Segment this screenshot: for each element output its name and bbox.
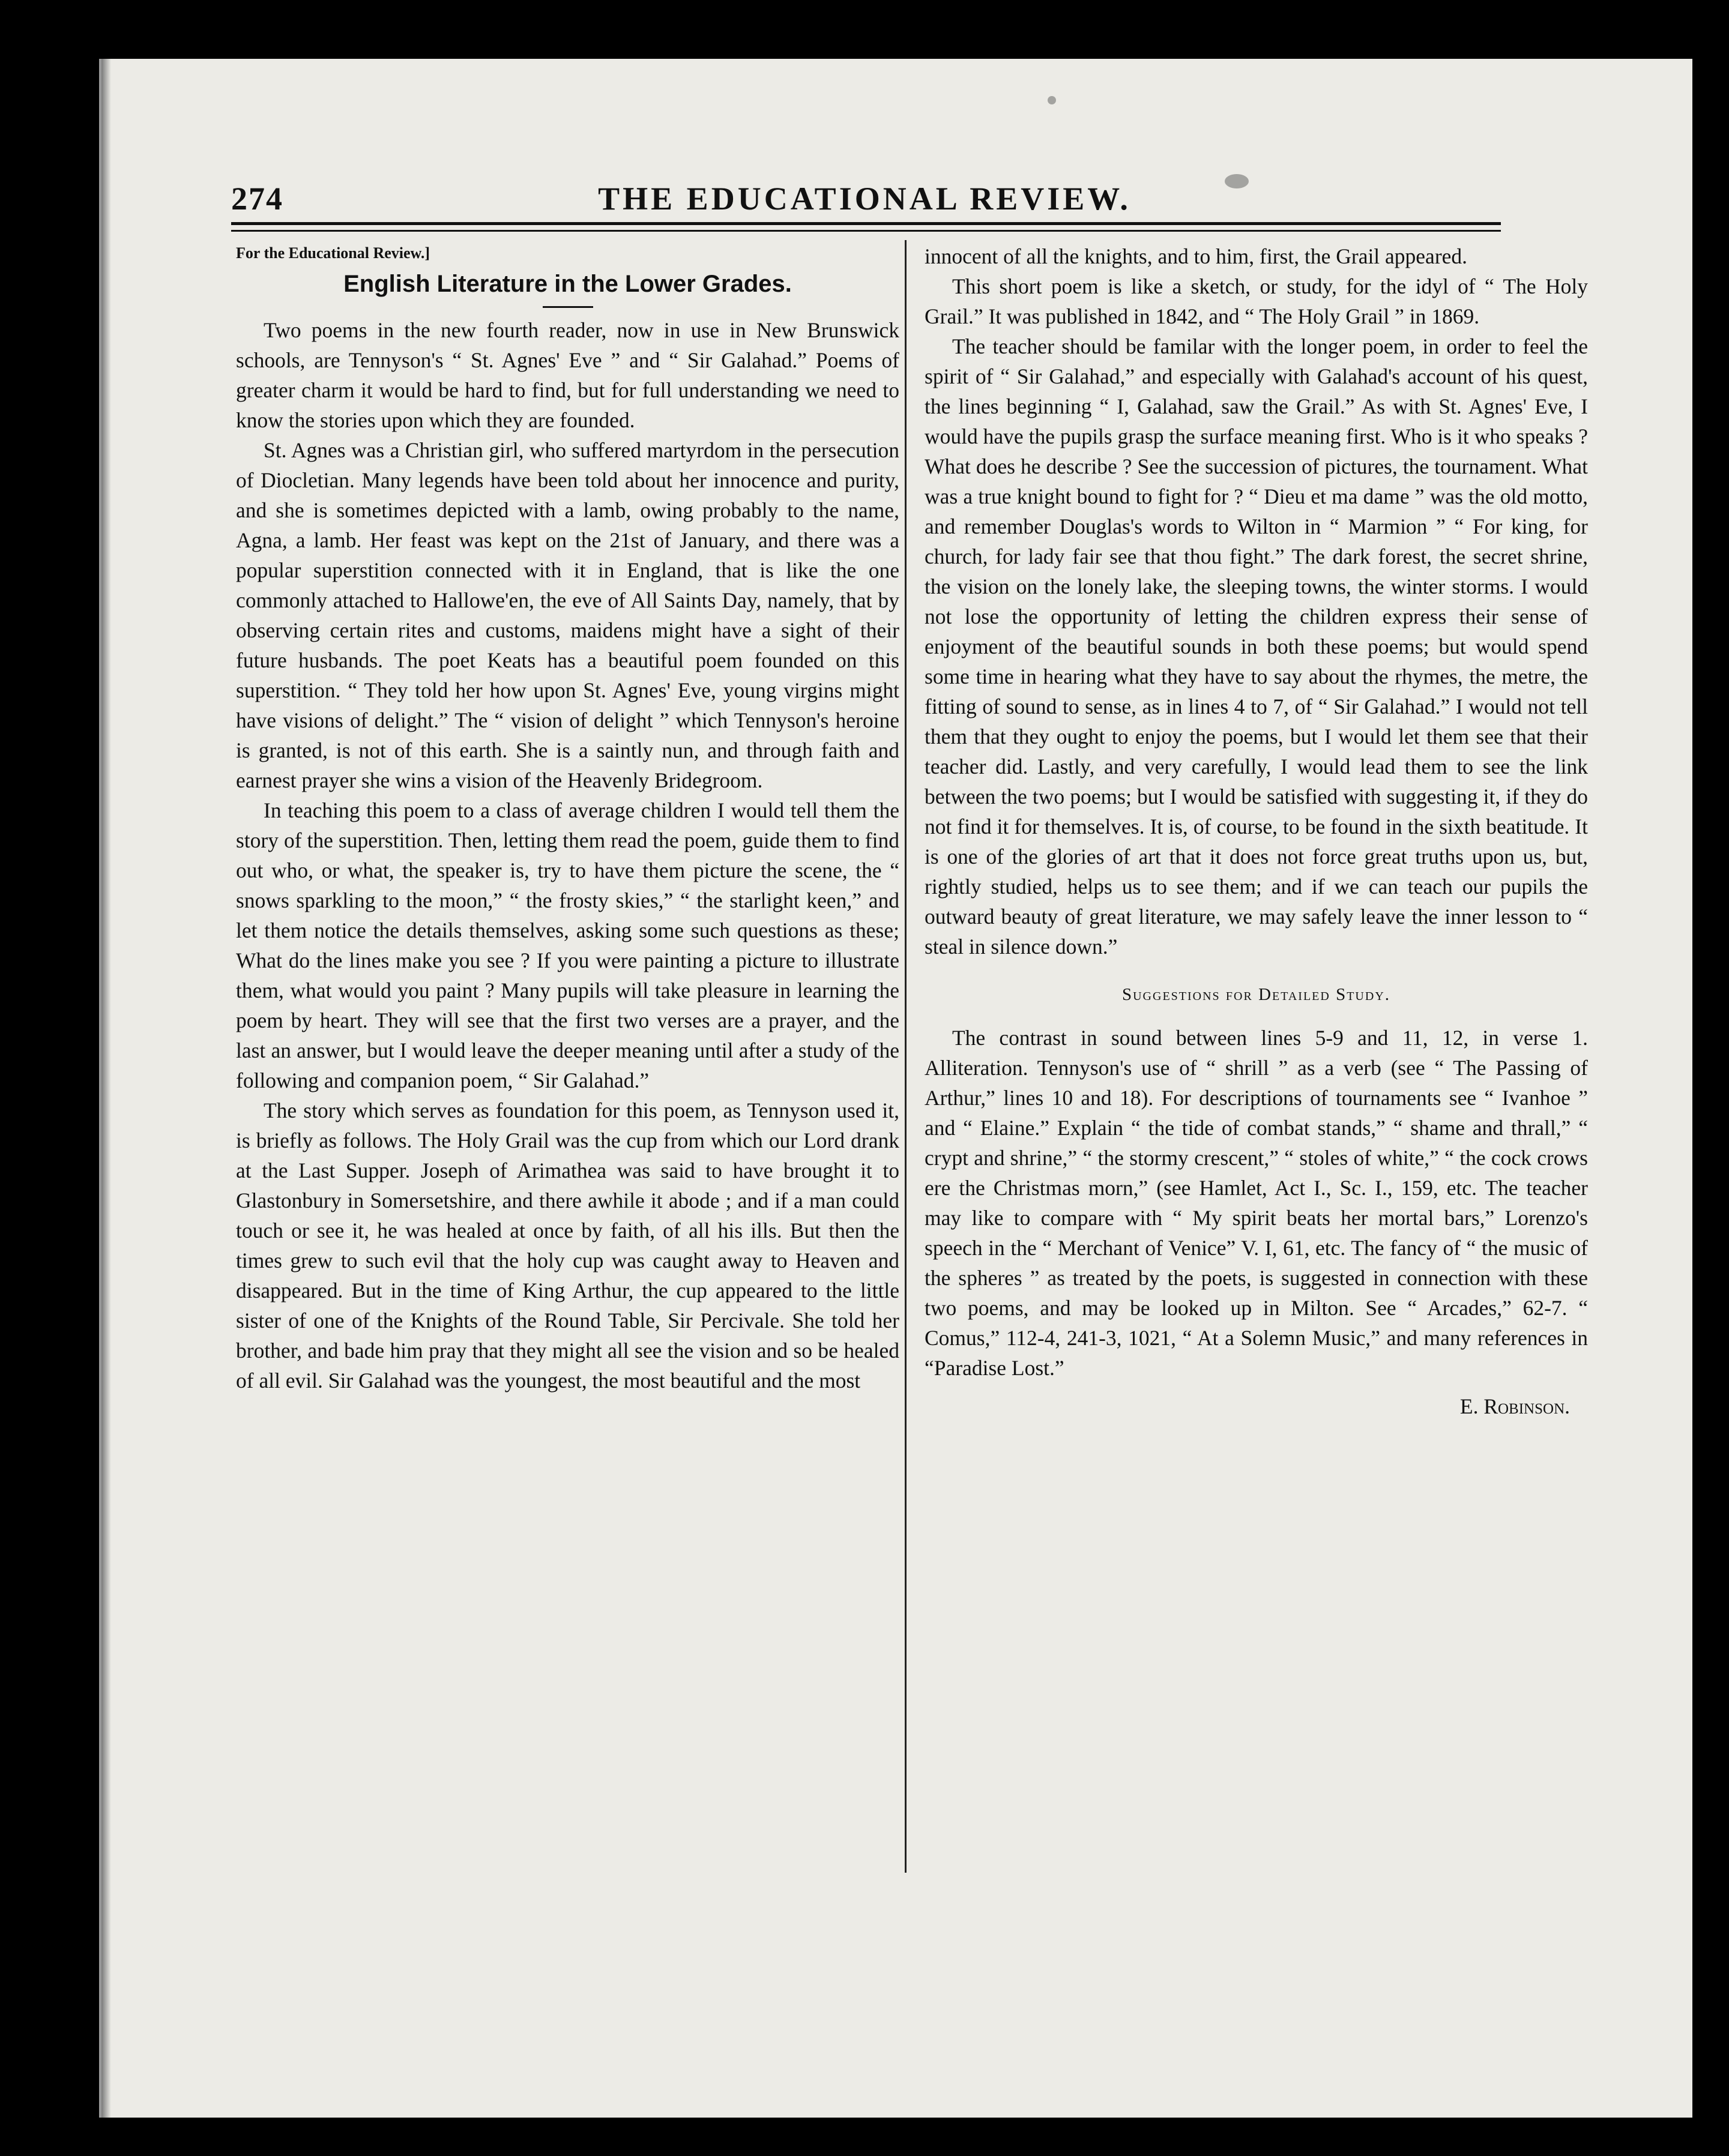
suggestions-paragraph: The contrast in sound between lines 5-9 and 11, 12, in verse 1. Alliteration. Tennyson's use of “ shrill ” as a verb (see “ The Passing of Arthur,” lines 10 and 18). For descriptions of tournaments see “ Ivanhoe ” and “ Elaine.” Explain “ the tide of combat stands,” “ shame and thrall,” “ crypt and shrine,” “ the stormy crescent,” “ stoles of white,” “ the cock crows ere the Christmas morn,” (see Hamlet, Act I., Sc. I., 159, etc. The teacher may like to compare with “ My spirit beats her mortal bars,” Lorenzo's speech in the “ Merchant of Venice” V. I, 61, etc. The fancy of “ the music of the spheres ” as treated by the poets, is suggested in connection with these two poems, and may be looked up in Milton. See “ Arcades,” 62-7. “ Comus,” 112-4, 241-3, 1021, “ At a Solemn Music,” and many references in “Paradise Lost.” <box>925 1026 1588 1380</box>
column-divider <box>905 240 907 1873</box>
paragraph: Two poems in the new fourth reader, now in use in New Brunswick schools, are Tennyson's “ St. Agnes' Eve ” and “ Sir Galahad.” Poems of greater charm it would be hard to find, but for full understanding we need to know the stories upon which they are founded. <box>236 318 899 432</box>
paragraph: The teacher should be familar with the longer poem, in order to feel the spirit of “ Sir Galahad,” and especially with Galahad's account of his quest, the lines beginning “ I, Galahad, saw the Grail.” As with St. Agnes' Eve, I would have the pupils grasp the surface meaning first. Who is it who speaks ? What does he describe ? See the succession of pictures, the tournament. What was a true knight bound to fight for ? “ Dieu et ma dame ” was the old motto, and remember Douglas's words to Wilton in “ Marmion ” “ For king, for church, for lady fair see that thou fight.” The dark forest, the secret shrine, the vision on the lonely lake, the sleeping towns, the winter storms. I would not lose the opportunity of letting the children express their sense of enjoyment of the beautiful sounds in both these poems; but would spend some time in hearing what they have to say about the rhymes, the metre, the fitting of sound to sense, as in lines 4 to 7, of “ Sir Galahad.” I would not tell them that they ought to enjoy the poems, but I would let them see that their teacher did. Lastly, and very carefully, I would lead them to see the link between the two poems; but I would be satisfied with suggesting it, if they do not find it for themselves. It is, of course, to be found in the sixth beatitude. It is one of the glories of art that it does not force great truths upon us, but, rightly studied, helps us to see them; and if we can teach our pupils the outward beauty of great literature, we may safely leave the inner lesson to “ steal in silence down.” <box>925 334 1588 959</box>
article-title: English Literature in the Lower Grades. <box>343 271 792 297</box>
section-subheading: Suggestions for Detailed Study. <box>1121 985 1391 1004</box>
title-rule <box>543 306 593 308</box>
ink-smudge <box>1225 174 1249 188</box>
paragraph: St. Agnes was a Christian girl, who suffered martyrdom in the persecution of Diocletian. Many legends have been told about her innocence and purity, and she is sometimes depicted with a lamb, owing probably to the name, Agna, a lamb. Her feast was kept on the 21st of January, and there was a popular superstition connected with it in England, that is like the one commonly attached to Hallowe'en, the eve of All Saints Day, namely, that by observing certain rites and customs, maidens might have a sight of their future husbands. The poet Keats has a beautiful poem founded on this superstition. “ They told her how upon St. Agnes' Eve, young virgins might have visions of delight.” The “ vision of delight ” which Tennyson's heroine is granted, is not of this earth. She is a saintly nun, and through faith and earnest prayer she wins a vision of the Heavenly Bridegroom. <box>236 438 899 792</box>
page-number: 274 <box>231 181 283 217</box>
running-head: THE EDUCATIONAL REVIEW. <box>598 181 1131 217</box>
page-fold-shadow <box>101 59 111 2118</box>
paragraph: The story which serves as foundation for this poem, as Tennyson used it, is briefly as follows. The Holy Grail was the cup from which our Lord drank at the Last Supper. Joseph of Arimathea was said to have brought it to Glastonbury in Somersetshire, and there awhile it abode ; and if a man could touch or see it, he was healed at once by faith, of all his ills. But then the times grew to such evil that the holy cup was caught away to Heaven and disappeared. But in the time of King Arthur, the cup appeared to the little sister of one of the Knights of the Round Table, Sir Percivale. She told her brother, and bade him pray that they might all see the vision and so be healed of all evil. Sir Galahad was the youngest, the most beautiful and the most <box>236 1098 899 1393</box>
ink-speck <box>1048 96 1056 104</box>
paragraph: This short poem is like a sketch, or study, for the idyl of “ The Holy Grail.” It was published in 1842, and “ The Holy Grail ” in 1869. <box>925 274 1588 328</box>
paragraph: In teaching this poem to a class of average children I would tell them the story of the superstition. Then, letting them read the poem, guide them to find out who, or what, the speaker is, try to have them picture the scene, the “ snows sparkling to the moon,” “ the frosty skies,” “ the starlight keen,” and let them notice the details themselves, asking some such questions as these; What do the lines make you see ? If you were painting a picture to illustrate them, what would you paint ? Many pupils will take pleasure in learning the poem by heart. They will see that the first two verses are a prayer, and the last an answer, but I would leave the deeper meaning until after a study of the following and companion poem, “ Sir Galahad.” <box>236 798 899 1092</box>
header-double-rule <box>231 222 1501 232</box>
left-column <box>236 241 899 1396</box>
right-column <box>925 241 1588 1421</box>
article-kicker: For the Educational Review.] <box>236 244 430 262</box>
paragraph: innocent of all the knights, and to him, first, the Grail appeared. <box>925 244 1468 268</box>
author-signature: E. Robinson. <box>1459 1394 1570 1418</box>
